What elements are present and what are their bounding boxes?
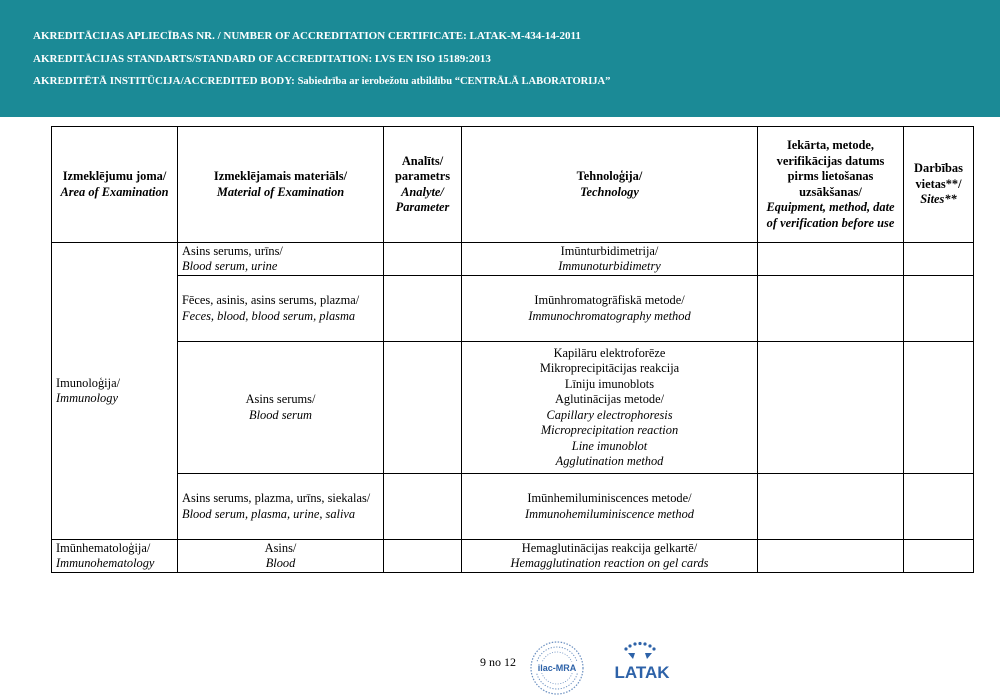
document-header (0, 0, 1000, 117)
material-cell: Asins/ Blood (178, 540, 384, 573)
analyte-cell (384, 540, 462, 573)
equipment-cell (758, 342, 904, 474)
header-area: Izmeklējumu joma/ Area of Examination (52, 127, 178, 243)
header-technology: Tehnoloģija/ Technology (462, 127, 758, 243)
table-row (52, 540, 974, 573)
material-cell: Asins serums, urīns/ Blood serum, urine (178, 243, 384, 276)
ilac-mra-logo (528, 640, 586, 696)
analyte-cell (384, 474, 462, 540)
technology-cell: Imūnhromatogrāfiskā metode/ Immunochromatography method (462, 276, 758, 342)
equipment-cell (758, 474, 904, 540)
table-row (52, 474, 974, 540)
technology-cell: Imūnturbidimetrija/ Immunoturbidimetry (462, 243, 758, 276)
certificate-number-line: AKREDITĀCIJAS APLIECĪBAS NR. / NUMBER OF ACCREDITATION CERTIFICATE: LATAK-M-434-14-2011 (33, 30, 581, 42)
accredited-body-line (33, 75, 610, 87)
area-cell-immunology: Imunoloģija/ Immunology (52, 243, 178, 540)
header-sites: Darbības vietas**/ Sites** (904, 127, 974, 243)
page-number: 9 no 12 (480, 655, 516, 669)
header-equipment: Iekārta, metode, verifikācijas datums pirms lietošanas uzsākšanas/ Equipment, method, date of verification before use (758, 127, 904, 243)
table-header-row (52, 127, 974, 243)
analyte-cell (384, 243, 462, 276)
table-row (52, 243, 974, 276)
material-cell: Fēces, asinis, asins serums, plazma/ Feces, blood, blood serum, plasma (178, 276, 384, 342)
latak-logo (606, 641, 678, 681)
equipment-cell (758, 540, 904, 573)
accreditation-table (51, 126, 974, 573)
technology-cell: Imūnhemiluminiscences metode/ Immunohemiluminiscence method (462, 474, 758, 540)
svg-text:LATAK: LATAK (614, 663, 670, 681)
accredited-body-value: Sabiedrība ar ierobežotu atbildību “CENTRĀLĀ LABORATORIJA” (297, 76, 611, 87)
sites-cell (904, 474, 974, 540)
accredited-body-label: AKREDITĒTĀ INSTITŪCIJA/ACCREDITED BODY: (33, 75, 295, 87)
equipment-cell (758, 243, 904, 276)
table-row (52, 342, 974, 474)
material-cell: Asins serums/ Blood serum (178, 342, 384, 474)
sites-cell (904, 540, 974, 573)
equipment-cell (758, 276, 904, 342)
standard-line: AKREDITĀCIJAS STANDARTS/STANDARD OF ACCREDITATION: LVS EN ISO 15189:2013 (33, 53, 491, 65)
technology-cell: Kapilāru elektroforēze Mikroprecipitācijas reakcija Līniju imunoblots Aglutinācijas metode/ Capillary electrophoresis Microprecipitation reaction Line imunoblot Agglutination method (462, 342, 758, 474)
analyte-cell (384, 276, 462, 342)
technology-cell: Hemaglutinācijas reakcija gelkartē/ Hemagglutination reaction on gel cards (462, 540, 758, 573)
sites-cell (904, 243, 974, 276)
sites-cell (904, 276, 974, 342)
area-cell-immunohematology: Imūnhematoloģija/ Immunohematology (52, 540, 178, 573)
svg-text:ilac-MRA: ilac-MRA (537, 663, 577, 673)
sites-cell (904, 342, 974, 474)
analyte-cell (384, 342, 462, 474)
table-row (52, 276, 974, 342)
header-material: Izmeklējamais materiāls/ Material of Examination (178, 127, 384, 243)
material-cell: Asins serums, plazma, urīns, siekalas/ Blood serum, plasma, urine, saliva (178, 474, 384, 540)
header-analyte: Analīts/ parametrs Analyte/ Parameter (384, 127, 462, 243)
